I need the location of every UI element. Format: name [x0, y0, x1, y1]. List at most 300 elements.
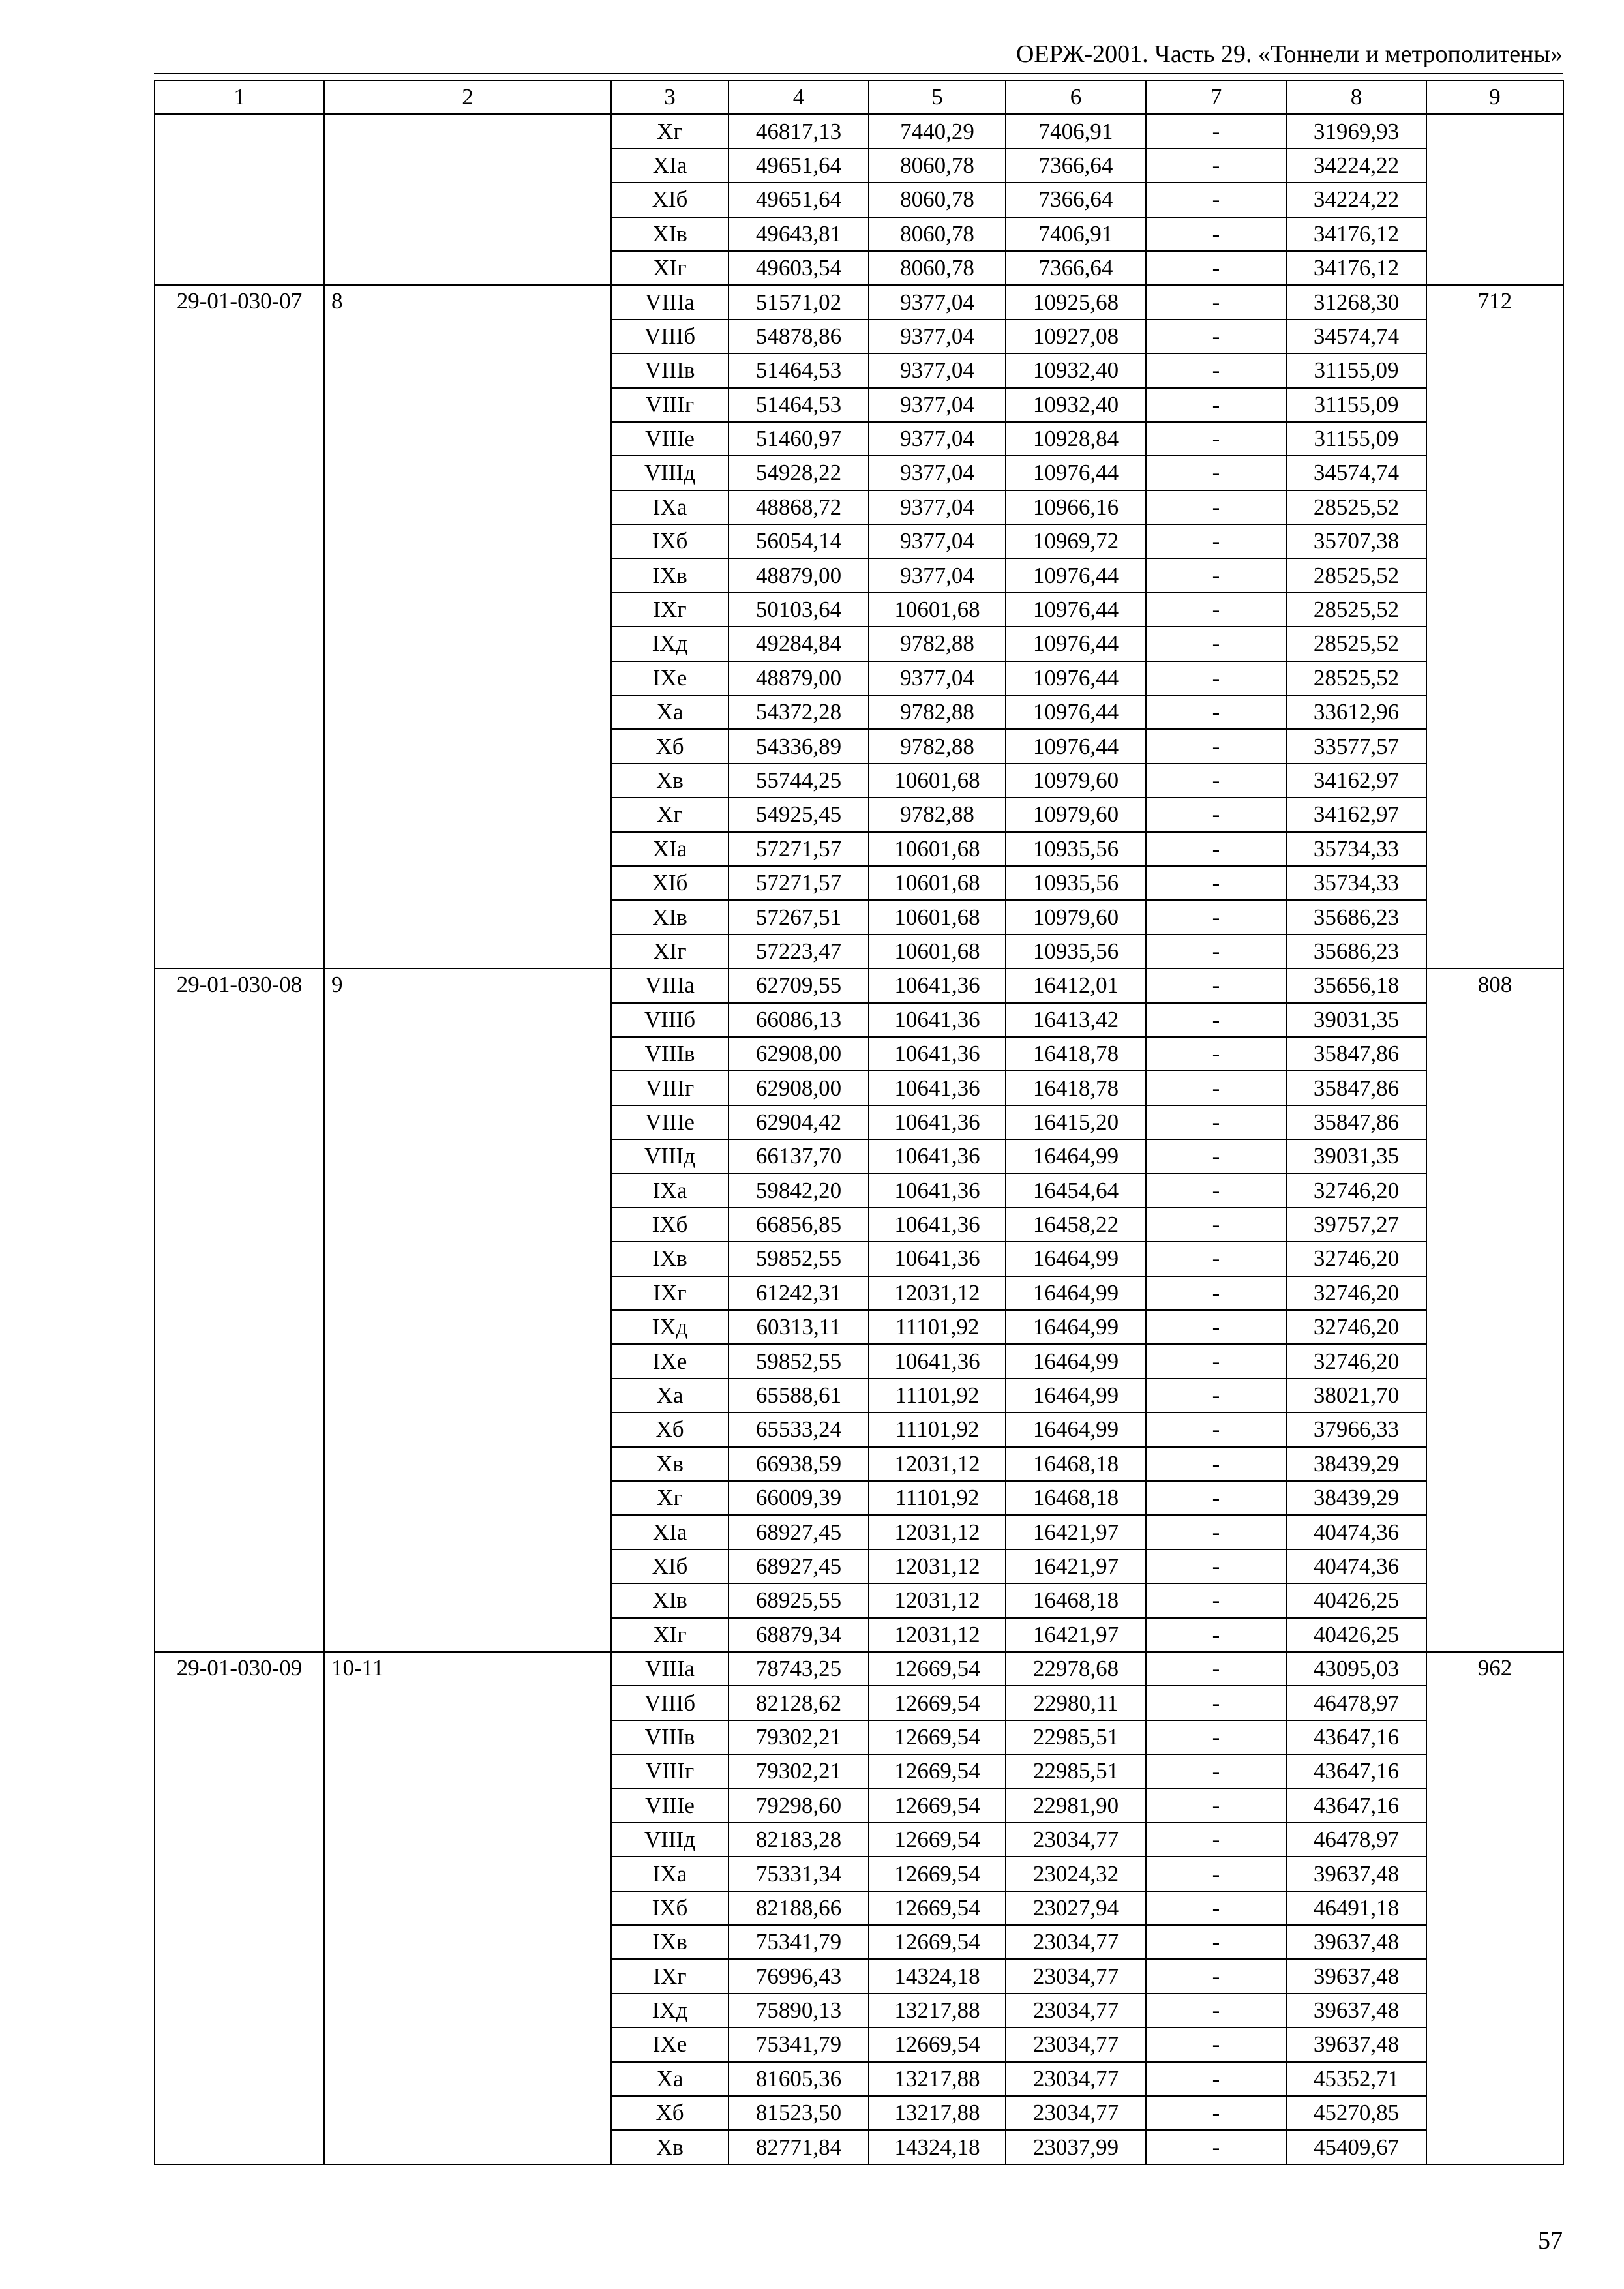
data-cell: 31268,30 — [1286, 285, 1426, 319]
data-cell: 22980,11 — [1006, 1686, 1146, 1720]
data-cell: 46478,97 — [1286, 1686, 1426, 1720]
data-cell: - — [1146, 558, 1286, 592]
data-cell: 51571,02 — [729, 285, 869, 319]
data-cell: - — [1146, 661, 1286, 695]
data-cell: - — [1146, 1208, 1286, 1242]
data-cell: 9377,04 — [869, 558, 1006, 592]
data-cell: 10641,36 — [869, 1105, 1006, 1139]
data-cell: 39757,27 — [1286, 1208, 1426, 1242]
data-cell: 78743,25 — [729, 1652, 869, 1686]
data-cell: - — [1146, 764, 1286, 798]
data-cell: 54372,28 — [729, 695, 869, 729]
data-cell: 62908,00 — [729, 1037, 869, 1071]
data-cell: 10935,56 — [1006, 832, 1146, 866]
data-cell: 12669,54 — [869, 1823, 1006, 1857]
data-cell: 16464,99 — [1006, 1379, 1146, 1413]
data-cell: IXе — [611, 2027, 729, 2061]
data-cell: XIа — [611, 832, 729, 866]
data-cell: VIIIб — [611, 1003, 729, 1037]
data-cell: XIа — [611, 149, 729, 183]
data-cell: - — [1146, 320, 1286, 353]
column-number-cell: 1 — [155, 80, 324, 114]
data-cell: 16464,99 — [1006, 1139, 1146, 1173]
data-cell: 12031,12 — [869, 1276, 1006, 1310]
data-cell: VIIIа — [611, 1652, 729, 1686]
data-cell: 10641,36 — [869, 1037, 1006, 1071]
data-cell: XIб — [611, 866, 729, 900]
data-cell: 7366,64 — [1006, 183, 1146, 217]
data-cell: 12031,12 — [869, 1618, 1006, 1652]
data-cell: 22981,90 — [1006, 1789, 1146, 1823]
data-cell: 31155,09 — [1286, 422, 1426, 456]
data-cell: IXв — [611, 558, 729, 592]
data-cell: 68879,34 — [729, 1618, 869, 1652]
data-cell: IXд — [611, 627, 729, 661]
column-9-cell: 712 — [1426, 285, 1563, 968]
data-cell: 11101,92 — [869, 1310, 1006, 1344]
data-cell: 16468,18 — [1006, 1481, 1146, 1515]
data-cell: 46817,13 — [729, 114, 869, 148]
data-cell: 16421,97 — [1006, 1618, 1146, 1652]
data-cell: IXд — [611, 1310, 729, 1344]
data-cell: 7440,29 — [869, 114, 1006, 148]
data-cell: 34176,12 — [1286, 251, 1426, 285]
data-cell: 7366,64 — [1006, 149, 1146, 183]
data-cell: 59852,55 — [729, 1242, 869, 1276]
data-cell: 49651,64 — [729, 183, 869, 217]
data-cell: IXе — [611, 661, 729, 695]
data-cell: 38439,29 — [1286, 1481, 1426, 1515]
data-cell: 55744,25 — [729, 764, 869, 798]
data-cell: 79302,21 — [729, 1720, 869, 1754]
data-cell: - — [1146, 900, 1286, 934]
data-cell: - — [1146, 593, 1286, 627]
data-cell: 75331,34 — [729, 1857, 869, 1891]
data-cell: - — [1146, 1242, 1286, 1276]
data-cell: 62904,42 — [729, 1105, 869, 1139]
table-row — [155, 968, 1563, 1002]
data-cell: - — [1146, 1994, 1286, 2027]
data-cell: Xв — [611, 764, 729, 798]
data-cell: 9782,88 — [869, 729, 1006, 763]
data-cell: 23034,77 — [1006, 1994, 1146, 2027]
data-cell: 10979,60 — [1006, 798, 1146, 831]
data-cell: 45409,67 — [1286, 2130, 1426, 2164]
data-cell: 33612,96 — [1286, 695, 1426, 729]
data-cell: 28525,52 — [1286, 490, 1426, 524]
data-cell: 16421,97 — [1006, 1549, 1146, 1583]
column-2-cell: 8 — [324, 285, 611, 968]
data-cell: 34176,12 — [1286, 217, 1426, 251]
data-cell: - — [1146, 1276, 1286, 1310]
data-cell: 23034,77 — [1006, 1823, 1146, 1857]
column-number-cell: 9 — [1426, 80, 1563, 114]
data-cell: VIIIг — [611, 388, 729, 422]
data-cell: 12031,12 — [869, 1515, 1006, 1549]
data-cell: - — [1146, 285, 1286, 319]
data-cell: - — [1146, 183, 1286, 217]
data-cell: 16418,78 — [1006, 1037, 1146, 1071]
data-cell: 31155,09 — [1286, 388, 1426, 422]
data-cell: - — [1146, 1379, 1286, 1413]
data-cell: 12669,54 — [869, 1857, 1006, 1891]
data-cell: 10976,44 — [1006, 729, 1146, 763]
data-cell: XIв — [611, 1583, 729, 1617]
data-cell: 49651,64 — [729, 149, 869, 183]
data-cell: VIIIе — [611, 422, 729, 456]
data-cell: 10979,60 — [1006, 900, 1146, 934]
data-cell: 39637,48 — [1286, 1959, 1426, 1993]
data-cell: 23034,77 — [1006, 2062, 1146, 2096]
data-cell: 66856,85 — [729, 1208, 869, 1242]
data-cell: 54925,45 — [729, 798, 869, 831]
data-cell: Xа — [611, 2062, 729, 2096]
data-cell: XIг — [611, 1618, 729, 1652]
data-cell: 23034,77 — [1006, 2096, 1146, 2130]
data-cell: - — [1146, 1413, 1286, 1446]
column-9-cell — [1426, 114, 1563, 285]
table-row — [155, 114, 1563, 148]
data-cell: Xб — [611, 729, 729, 763]
data-cell: 23027,94 — [1006, 1891, 1146, 1925]
data-cell: VIIIе — [611, 1789, 729, 1823]
data-cell: 43647,16 — [1286, 1720, 1426, 1754]
data-cell: 66938,59 — [729, 1447, 869, 1481]
data-cell: 62908,00 — [729, 1071, 869, 1105]
data-cell: - — [1146, 114, 1286, 148]
data-cell: 34224,22 — [1286, 149, 1426, 183]
data-cell: 10935,56 — [1006, 866, 1146, 900]
data-cell: 10976,44 — [1006, 695, 1146, 729]
data-cell: 12031,12 — [869, 1447, 1006, 1481]
page-number: 57 — [1538, 2227, 1563, 2254]
data-cell: 28525,52 — [1286, 558, 1426, 592]
data-cell: 9377,04 — [869, 285, 1006, 319]
data-cell: 31155,09 — [1286, 353, 1426, 387]
data-cell: 12669,54 — [869, 1652, 1006, 1686]
data-cell: - — [1146, 1583, 1286, 1617]
data-cell: XIв — [611, 217, 729, 251]
data-cell: 16412,01 — [1006, 968, 1146, 1002]
data-cell: 35847,86 — [1286, 1037, 1426, 1071]
data-cell: 10932,40 — [1006, 388, 1146, 422]
data-cell: 32746,20 — [1286, 1276, 1426, 1310]
data-cell: 75341,79 — [729, 2027, 869, 2061]
column-2-cell: 9 — [324, 968, 611, 1652]
column-number-cell: 6 — [1006, 80, 1146, 114]
table-row — [155, 1652, 1563, 1686]
data-cell: 9782,88 — [869, 798, 1006, 831]
data-cell: VIIIд — [611, 1139, 729, 1173]
data-cell: 59842,20 — [729, 1174, 869, 1208]
column-number-row — [155, 80, 1563, 114]
data-cell: 22985,51 — [1006, 1720, 1146, 1754]
data-cell: XIа — [611, 1515, 729, 1549]
data-cell: - — [1146, 422, 1286, 456]
data-cell: 11101,92 — [869, 1481, 1006, 1515]
data-cell: - — [1146, 968, 1286, 1002]
data-cell: 28525,52 — [1286, 661, 1426, 695]
data-cell: 10641,36 — [869, 1071, 1006, 1105]
data-cell: 9377,04 — [869, 353, 1006, 387]
data-cell: - — [1146, 935, 1286, 968]
data-cell: 10641,36 — [869, 1174, 1006, 1208]
data-cell: 65533,24 — [729, 1413, 869, 1446]
data-cell: VIIIд — [611, 1823, 729, 1857]
data-cell: 8060,78 — [869, 217, 1006, 251]
data-cell: Xв — [611, 1447, 729, 1481]
data-cell: 60313,11 — [729, 1310, 869, 1344]
data-cell: 7406,91 — [1006, 217, 1146, 251]
data-cell: - — [1146, 251, 1286, 285]
data-cell: - — [1146, 1720, 1286, 1754]
data-cell: 46478,97 — [1286, 1823, 1426, 1857]
data-cell: 23024,32 — [1006, 1857, 1146, 1891]
data-cell: 34574,74 — [1286, 456, 1426, 490]
data-cell: - — [1146, 1447, 1286, 1481]
rate-code-cell: 29-01-030-09 — [155, 1652, 324, 2164]
data-cell: 62709,55 — [729, 968, 869, 1002]
data-cell: 7366,64 — [1006, 251, 1146, 285]
data-cell: 10601,68 — [869, 832, 1006, 866]
column-2-cell: 10-11 — [324, 1652, 611, 2164]
data-cell: - — [1146, 627, 1286, 661]
page-header-title: ОЕРЖ-2001. Часть 29. «Тоннели и метрополитены» — [1015, 40, 1563, 68]
data-cell: XIг — [611, 935, 729, 968]
data-cell: 11101,92 — [869, 1413, 1006, 1446]
data-cell: XIб — [611, 183, 729, 217]
column-number-cell: 8 — [1286, 80, 1426, 114]
data-cell: 79298,60 — [729, 1789, 869, 1823]
data-cell: 9377,04 — [869, 388, 1006, 422]
data-cell: - — [1146, 490, 1286, 524]
data-cell: 51464,53 — [729, 388, 869, 422]
data-cell: 76996,43 — [729, 1959, 869, 1993]
data-cell: 9377,04 — [869, 524, 1006, 558]
rates-table — [154, 80, 1564, 2165]
data-cell: 10641,36 — [869, 1344, 1006, 1378]
column-number-cell: 7 — [1146, 80, 1286, 114]
data-cell: 14324,18 — [869, 1959, 1006, 1993]
data-cell: 12669,54 — [869, 2027, 1006, 2061]
data-cell: 34574,74 — [1286, 320, 1426, 353]
header-rule — [154, 73, 1563, 74]
data-cell: 81523,50 — [729, 2096, 869, 2130]
data-cell: 68925,55 — [729, 1583, 869, 1617]
data-cell: 22978,68 — [1006, 1652, 1146, 1686]
data-cell: 39031,35 — [1286, 1003, 1426, 1037]
data-cell: 40474,36 — [1286, 1515, 1426, 1549]
data-cell: 16464,99 — [1006, 1242, 1146, 1276]
data-cell: - — [1146, 1515, 1286, 1549]
data-cell: VIIIб — [611, 320, 729, 353]
data-cell: - — [1146, 1823, 1286, 1857]
data-cell: 10641,36 — [869, 1003, 1006, 1037]
data-cell: 48879,00 — [729, 558, 869, 592]
data-cell: 12669,54 — [869, 1789, 1006, 1823]
column-number-cell: 3 — [611, 80, 729, 114]
data-cell: 16458,22 — [1006, 1208, 1146, 1242]
data-cell: - — [1146, 1789, 1286, 1823]
data-cell: 56054,14 — [729, 524, 869, 558]
data-cell: IXг — [611, 593, 729, 627]
data-cell: 12669,54 — [869, 1686, 1006, 1720]
data-cell: 82188,66 — [729, 1891, 869, 1925]
data-cell: 16464,99 — [1006, 1344, 1146, 1378]
data-cell: - — [1146, 456, 1286, 490]
data-cell: 66137,70 — [729, 1139, 869, 1173]
data-cell: VIIIг — [611, 1754, 729, 1788]
data-cell: 10641,36 — [869, 1208, 1006, 1242]
data-cell: 8060,78 — [869, 183, 1006, 217]
data-cell: 40426,25 — [1286, 1618, 1426, 1652]
data-cell: - — [1146, 2130, 1286, 2164]
data-cell: 16464,99 — [1006, 1276, 1146, 1310]
data-cell: 34162,97 — [1286, 798, 1426, 831]
data-cell: 57271,57 — [729, 832, 869, 866]
data-cell: Xб — [611, 2096, 729, 2130]
data-cell: 10927,08 — [1006, 320, 1146, 353]
data-cell: 10601,68 — [869, 764, 1006, 798]
data-cell: 68927,45 — [729, 1515, 869, 1549]
data-cell: VIIIа — [611, 285, 729, 319]
data-cell: 22985,51 — [1006, 1754, 1146, 1788]
column-number-cell: 4 — [729, 80, 869, 114]
data-cell: 39637,48 — [1286, 2027, 1426, 2061]
data-cell: 10935,56 — [1006, 935, 1146, 968]
data-cell: IXб — [611, 524, 729, 558]
data-cell: IXа — [611, 1174, 729, 1208]
data-cell: - — [1146, 1310, 1286, 1344]
data-cell: 37966,33 — [1286, 1413, 1426, 1446]
data-cell: 10979,60 — [1006, 764, 1146, 798]
data-cell: Xб — [611, 1413, 729, 1446]
data-cell: 54928,22 — [729, 456, 869, 490]
data-cell: 31969,93 — [1286, 114, 1426, 148]
data-cell: 51460,97 — [729, 422, 869, 456]
data-cell: 16454,64 — [1006, 1174, 1146, 1208]
data-cell: - — [1146, 1754, 1286, 1788]
data-cell: Xа — [611, 695, 729, 729]
data-cell: VIIIв — [611, 1037, 729, 1071]
data-cell: 65588,61 — [729, 1379, 869, 1413]
data-cell: 32746,20 — [1286, 1174, 1426, 1208]
data-cell: 34162,97 — [1286, 764, 1426, 798]
data-cell: - — [1146, 1139, 1286, 1173]
data-cell: - — [1146, 729, 1286, 763]
data-cell: 9782,88 — [869, 695, 1006, 729]
data-cell: 13217,88 — [869, 2062, 1006, 2096]
data-cell: 16468,18 — [1006, 1447, 1146, 1481]
column-number-cell: 5 — [869, 80, 1006, 114]
data-cell: - — [1146, 1857, 1286, 1891]
data-cell: 57223,47 — [729, 935, 869, 968]
data-cell: VIIIа — [611, 968, 729, 1002]
data-cell: 32746,20 — [1286, 1242, 1426, 1276]
data-cell: XIб — [611, 1549, 729, 1583]
data-cell: 39637,48 — [1286, 1925, 1426, 1959]
data-cell: 54878,86 — [729, 320, 869, 353]
data-cell: 39637,48 — [1286, 1994, 1426, 2027]
data-cell: 75341,79 — [729, 1925, 869, 1959]
data-cell: 16464,99 — [1006, 1310, 1146, 1344]
data-cell: IXб — [611, 1891, 729, 1925]
data-cell: 10641,36 — [869, 968, 1006, 1002]
data-cell: - — [1146, 1925, 1286, 1959]
data-cell: 57271,57 — [729, 866, 869, 900]
data-cell: 8060,78 — [869, 251, 1006, 285]
data-cell: 50103,64 — [729, 593, 869, 627]
data-cell: - — [1146, 1652, 1286, 1686]
data-cell: IXб — [611, 1208, 729, 1242]
data-cell: 79302,21 — [729, 1754, 869, 1788]
data-cell: 23034,77 — [1006, 1925, 1146, 1959]
data-cell: 43095,03 — [1286, 1652, 1426, 1686]
data-cell: - — [1146, 217, 1286, 251]
data-cell: 45270,85 — [1286, 2096, 1426, 2130]
column-number-cell: 2 — [324, 80, 611, 114]
data-cell: - — [1146, 798, 1286, 831]
data-cell: - — [1146, 149, 1286, 183]
data-cell: 35686,23 — [1286, 935, 1426, 968]
data-cell: 57267,51 — [729, 900, 869, 934]
data-cell: - — [1146, 866, 1286, 900]
data-cell: 46491,18 — [1286, 1891, 1426, 1925]
data-cell: 59852,55 — [729, 1344, 869, 1378]
data-cell: VIIIд — [611, 456, 729, 490]
rate-code-cell — [155, 114, 324, 285]
data-cell: 34224,22 — [1286, 183, 1426, 217]
data-cell: - — [1146, 832, 1286, 866]
data-cell: 35686,23 — [1286, 900, 1426, 934]
data-cell: 35707,38 — [1286, 524, 1426, 558]
data-cell: 12669,54 — [869, 1925, 1006, 1959]
data-cell: 10928,84 — [1006, 422, 1146, 456]
data-cell: 43647,16 — [1286, 1754, 1426, 1788]
data-cell: 35847,86 — [1286, 1105, 1426, 1139]
data-cell: 10601,68 — [869, 900, 1006, 934]
data-cell: 75890,13 — [729, 1994, 869, 2027]
data-cell: 9377,04 — [869, 422, 1006, 456]
data-cell: 10925,68 — [1006, 285, 1146, 319]
data-cell: - — [1146, 353, 1286, 387]
data-cell: 48868,72 — [729, 490, 869, 524]
data-cell: 82128,62 — [729, 1686, 869, 1720]
data-cell: - — [1146, 1686, 1286, 1720]
data-cell: IXа — [611, 490, 729, 524]
data-cell: 28525,52 — [1286, 627, 1426, 661]
data-cell: 68927,45 — [729, 1549, 869, 1583]
data-cell: 40426,25 — [1286, 1583, 1426, 1617]
data-cell: 12669,54 — [869, 1720, 1006, 1754]
data-cell: 28525,52 — [1286, 593, 1426, 627]
data-cell: XIг — [611, 251, 729, 285]
column-9-cell: 808 — [1426, 968, 1563, 1652]
data-cell: 32746,20 — [1286, 1310, 1426, 1344]
data-cell: 16464,99 — [1006, 1413, 1146, 1446]
data-cell: Xа — [611, 1379, 729, 1413]
data-cell: - — [1146, 1618, 1286, 1652]
data-cell: 13217,88 — [869, 1994, 1006, 2027]
data-cell: VIIIб — [611, 1686, 729, 1720]
data-cell: - — [1146, 388, 1286, 422]
data-cell: IXг — [611, 1959, 729, 1993]
data-cell: 35734,33 — [1286, 866, 1426, 900]
data-cell: - — [1146, 1174, 1286, 1208]
data-cell: 14324,18 — [869, 2130, 1006, 2164]
data-cell: 43647,16 — [1286, 1789, 1426, 1823]
data-cell: 10601,68 — [869, 935, 1006, 968]
